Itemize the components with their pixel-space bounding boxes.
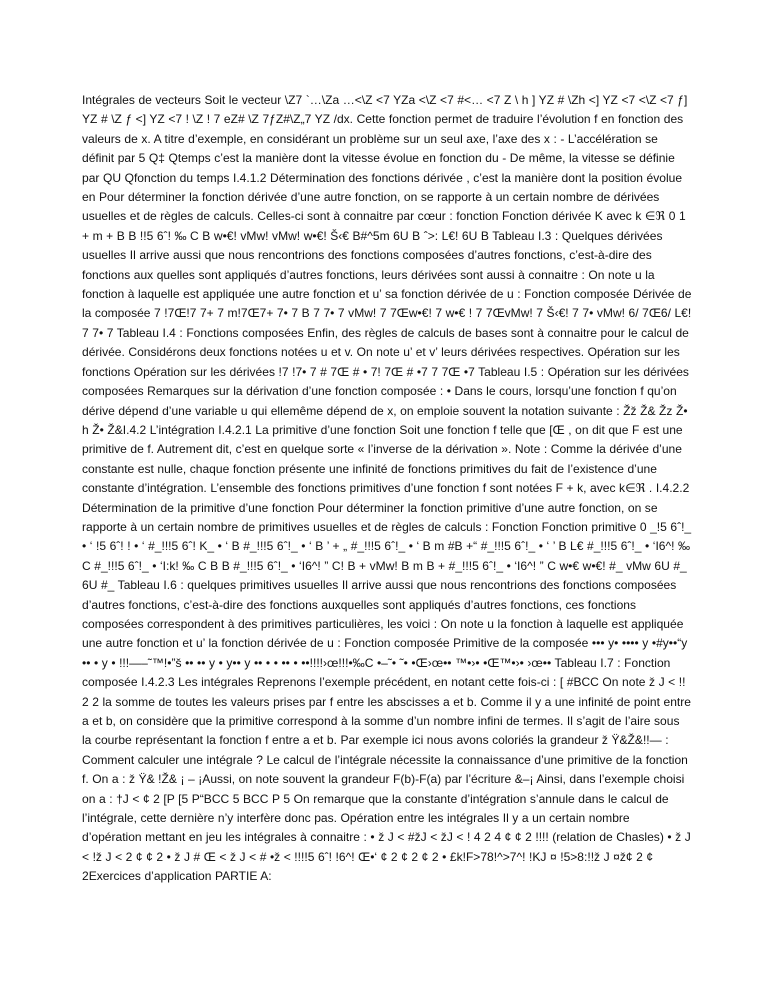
document-body-text: Intégrales de vecteurs Soit le vecteur \Z7 `…\Za …<\Z <7 YZa <\Z <7 #<… <7 Z \ h ] YZ # \Zh <] YZ <7 <\Z <7 ƒ] YZ # \Z ƒ <] YZ <7 ! \Z ! 7 eZ# \Z 7ƒZ#\Z„7 YZ /dx. Cette fonction permet de traduire l’évolution f en fonction des valeurs de x. A titre d’exemple, en considérant un problème sur un seul axe, l’axe des x : - L’accélération se définit par 5 Q‡ Qtemps c’est la manière dont la vitesse évolue en fonction du - De même, la vitesse se définie par QU Qfonction du temps I.4.1.2 Détermination des fonctions dérivée , c’est la manière dont la position évolue en Pour déterminer la fonction dérivée d’une autre fonction, on se rapporte à un certain nombre de dérivées usuelles et de règles de calculs. Celles-ci sont à connaitre par cœur : fonction Fonction dérivée K avec k ∈ℜ 0 1 + m + B B !!5 6ˆ! ‰ C B w•€! vMw! vMw! w•€! Š‹€ B#^5m 6U B ˆ>: L€! 6U B Tableau I.3 : Quelques dérivées usuelles Il arrive aussi que nous rencontrions des fonctions composées d’autres fonctions, c’est-à-dire des fonctions aux quelles sont appliqués d’autres fonctions, leurs dérivées sont aussi à connaitre : On note u la fonction à laquelle est appliquée une autre fonction et u’ sa fonction dérivée de u : Fonction composée Dérivée de la composée 7 !7Œ!7 7+ 7 m!7Œ7+ 7• 7 B 7 7• 7 vMw! 7 7Œw•€! 7 w•€ ! 7 7ŒvMw! 7 Š‹€! 7 7• vMw! 6/ 7Œ6/ L€! 7 7• 7 Tableau I.4 : Fonctions composées Enfin, des règles de calculs de bases sont à connaitre pour le calcul de dérivée. Considérons deux fonctions notées u et v. On note u’ et v’ leurs dérivées respectives. Opération sur les fonctions Opération sur les dérivées !7 !7• 7 # 7Œ # • 7! 7Œ # •7 7 7Œ •7 Tableau I.5 : Opération sur les dérivées composées Remarques sur la dérivation d’une fonction composée : • Dans le cours, lorsqu’une fonction f qu’on dérive dépend d’une variable u qui ellemême dépend de x, on emploie souvent la notation suivante : Žž Ž& Žz Ž• h Ž• Ž&I.4.2 L’intégration I.4.2.1 La primitive d’une fonction Soit une fonction f telle que [Œ , on dit que F est une primitive de f. Autrement dit, c’est en quelque sorte « l’inverse de la dérivation ». Note : Comme la dérivée d’une constante est nulle, chaque fonction présente une infinité de fonctions primitives du fait de l’existence d’une constante d’intégration. L’ensemble des fonctions primitives d’une fonction f sont notées F + k, avec k∈ℜ . I.4.2.2 Détermination de la primitive d’une fonction Pour déterminer la fonction primitive d’une autre fonction, on se rapporte à un certain nombre de primitives usuelles et de règles de calculs : Fonction Fonction primitive 0 _!5 6ˆ!_ • ‘ !5 6ˆ! ! • ‘ #_!!!5 6ˆ! K_ • ‘ B #_!!!5 6ˆ!_ • ‘ B ’ + „ #_!!!5 6ˆ!_ • ‘ B m #B +“ #_!!!5 6ˆ!_ • ‘ ’ B L€ #_!!!5 6ˆ!_ • ‘I6^! ‰ C #_!!!5 6ˆ!_ • ‘I:k! ‰ C B B #_!!!5 6ˆ!_ • ‘I6^! ” C! B + vMw! B m B + #_!!!5 6ˆ!_ • ‘I6^! ” C w•€ w•€! #_ vMw 6U #_ 6U #_ Tableau I.6 : quelques primitives usuelles Il arrive aussi que nous rencontrions des fonctions composées d’autres fonctions, c’est-à-dire des fonctions auxquelles sont appliqués d’autres fonctions, ces fonctions composées correspondent à des primitives particulières, les voici : On note u la fonction à laquelle est appliquée une autre fonction et u’ la fonction dérivée de u : Fonction composée Primitive de la composée ••• y• •••• y •#y••“y •• • y • !!!—–˜™!•”š •• •• y • y•• y •• • • •• • ••!!!!›œ!!!•‰C •–˜• ˜• •Œ›œ•• ™•›• •Œ™•›• ›œ•• Tableau I.7 : Fonction composée I.4.2.3 Les intégrales Reprenons l’exemple précédent, en notant cette fois-ci : [ #BCC On note ž J < !! 2 2 la somme de toutes les valeurs prises par f entre les abscisses a et b. Comme il y a une infinité de point entre a et b, on considère que la primitive correspond à la somme d’un nombre infini de termes. Il s’agit de l’aire sous la courbe représentant la fonction f entre a et b. Par exemple ici nous avons coloriés la grandeur ž Ÿ&Ž&!!— : Comment calculer une intégrale ? Le calcul de l’intégrale nécessite la connaissance d’une primitive de la fonction f. On a : ž Ÿ& !Ž& ¡ – ¡Aussi, on note souvent la grandeur F(b)-F(a) par l’écriture &–¡ Ainsi, dans l’exemple choisi on a : †J < ¢ 2 [P [5 P“BCC 5 BCC P 5 On remarque que la constante d’intégration s’annule dans le calcul de l’intégrale, cette dernière n’y interfère donc pas. Opération entre les intégrales Il y a un certain nombre d’opération mettant en jeu les intégrales à connaitre : • ž J < #žJ < žJ < ! 4 2 4 ¢ ¢ 2 !!!! (relation de Chasles) • ž J < !ž J < 2 ¢ ¢ 2 • ž J # Œ < ž J < # •ž < !!!!5 6ˆ! !6^! Œ•‘ ¢ 2 ¢ 2 ¢ 2 • £k!F>78!^>7^! !KJ ¤ !5>8:!!ž J ¤ž¢ 2 ¢ 2Exercices d’application PARTIE A:: [82, 93, 692, 884]
